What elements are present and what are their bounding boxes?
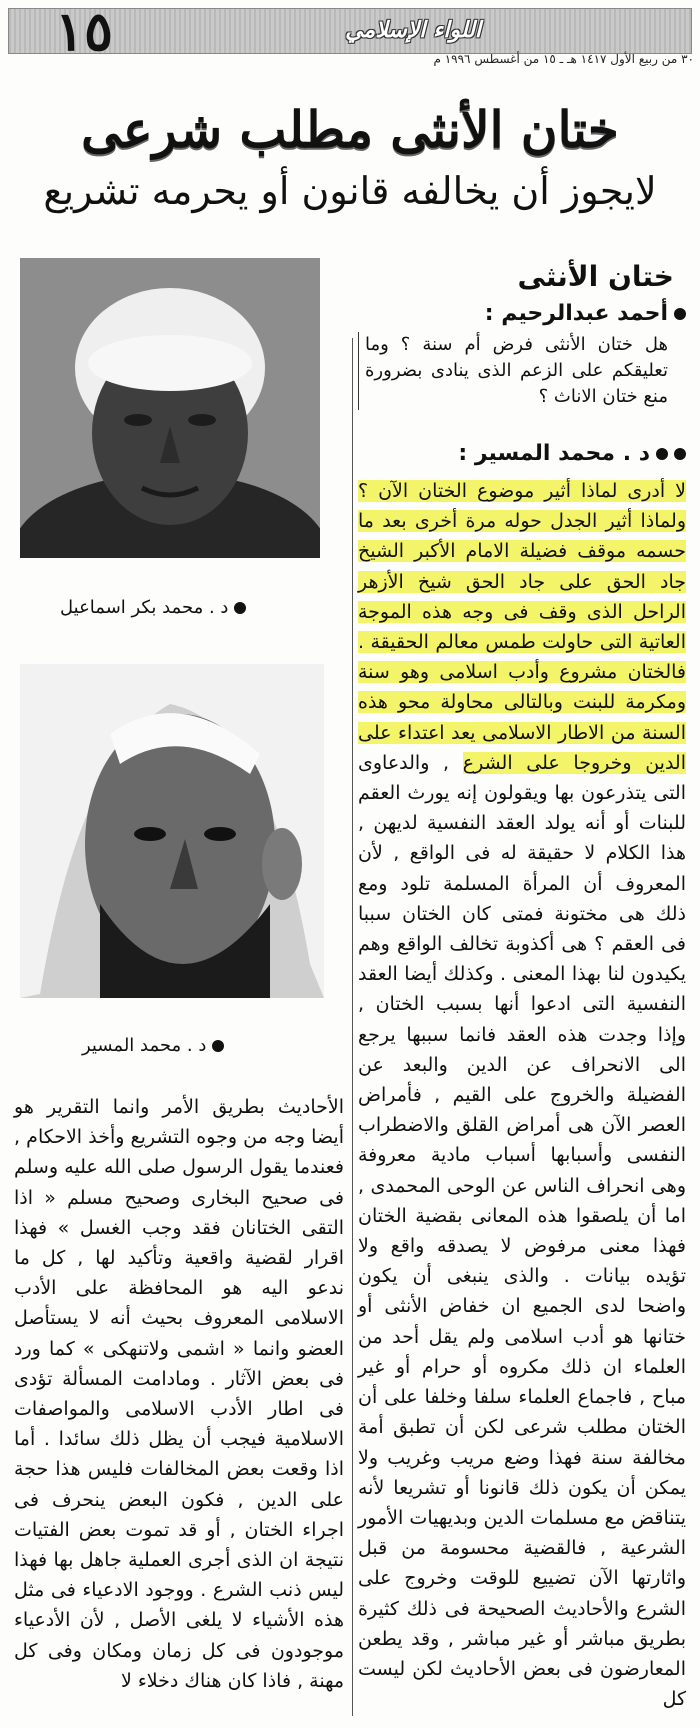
highlighted-passage: لا أدرى لماذا أثير موضوع الختان الآن ؟ ولماذا أثير الجدل حوله مرة أخرى بعد ما حسمه موقف فضيلة الامام الأكبر الشيخ جاد الحق على جاد الحق شيخ الأزهر الراحل الذى وقف فى وجه هذه الموجة العاتية التى حاولت طمس معالم الحقيقة . فالختان مشروع وأدب اسلامى وهو سنة ومكرمة للبنت وبالتالى محاولة محو هذه السنة من الاطار الاسلامى يعد اعتداء على الدين وخروجا على الشرع [358,480,687,774]
photo-caption-2: د . محمد المسير [82,1034,224,1058]
bullet-icon [656,448,668,460]
bullet-icon [212,1040,224,1052]
questioner-byline [358,300,686,328]
answerer-byline [358,440,686,468]
subheadline: لايجوز أن يخالفه قانون أو يحرمه تشريع [43,169,657,213]
column-divider [352,338,353,1716]
publication-name: اللواء الإسلامي [345,17,481,43]
answerer-name: د . محمد المسير : [458,441,650,466]
portrait-2-image [20,664,324,998]
portrait-photo-1 [20,258,320,558]
page-number: ١٥ [55,0,114,63]
question-box [358,332,686,410]
portrait-1-image [20,258,320,558]
headline: ختان الأنثى مطلب شرعى [81,100,619,159]
portrait-photo-2 [20,664,324,998]
answer-text [358,476,686,1714]
article-left-column [14,1092,344,1696]
article-right-column [358,260,686,1714]
topic-heading: ختان الأنثى [517,260,674,293]
answer-continued: , والدعاوى التى يتذرعون بها ويقولون إنه يورث العقم للبنات أو أنه يولد العقد النفسية لديهن , هذا الكلام لا حقيقة له فى الواقع , لأن المعروف أن المرأة المسلمة تلود ومع ذلك هى مختونة فمتى كان الختان سببا فى العقم ؟ هى أكذوبة تخالف الواقع وهم يكيدون لنا بهذا المعنى . وكذلك أيضا العقد النفسية التى ادعوا أنها بسبب الختان , وإذا وجدت هذه العقد فانما سببها يرجع الى الانحراف عن الدين والبعد عن الفضيلة والخروج على القيم , فأمراض العصر الآن هى أمراض القلق والاضطراب النفسى وأسبابها أسباب مادية معروفة وهى انحراف الناس عن الوحى المحمدى , اما أن يلصقوا هذه المعانى بقضية الختان فهذا معنى مرفوض لا يصدقه واقع ولا تؤيده بيانات . والذى ينبغى أن يكون واضحا لدى الجميع ان خفاض الأنثى أو ختانها هو أدب اسلامى ولم يقل أحد من العلماء ان ذلك مكروه أو حرام أو غير مباح , فاجماع العلماء سلفا وخلفا على أن الختان مطلب شرعى لكن أن تطبق أمة مخالفة سنة فهذا وضع مريب وغريب ولا يمكن أن يكون ذلك قانونا أو تشريعا لأنه يتناقض مع مسلمات الدين وبديهيات الأمور الشرعية , فالقضية محسومة من قبل واثارتها الآن تضييع للوقت وخروج على الشرع والأحاديث الصحيحة فى ذلك كثيرة بطريق مباشر أو غير مباشر , وقد يطعن المعارضون فى بعض الأحاديث لكن ليست كل [358,751,686,1711]
bullet-icon [674,308,686,320]
issue-date: ٣٠ من ربيع الأول ١٤١٧ هـ ـ ١٥ من أغسطس ١٩٩٦ م [433,52,694,66]
bullet-icon [674,448,686,460]
left-column-text: الأحاديث بطريق الأمر وانما التقرير هو أيضا وجه من وجوه التشريع وأخذ الاحكام , فعندما يقول الرسول صلى الله عليه وسلم فى صحيح البخارى وصحيح مسلم « اذا التقى الختانان فقد وجب الغسل » فهذا اقرار لقضية واقعية وتأكيد لها , كل ما ندعو اليه هو المحافظة على الأدب الاسلامى المعروف بحيث أنه لا يستأصل العضو وانما « اشمى ولاتنهكى » كما ورد فى بعض الآثار . ومادامت المسألة تؤدى فى اطار الأدب الاسلامى والمواصفات الاسلامية فيجب أن يظل ذلك سائدا . أما اذا وقعت بعض المخالفات فليس هذا حجة على الدين , فكون البعض ينحرف فى اجراء الختان , أو قد تموت بعض الفتيات نتيجة ان الذى أجرى العملية جاهل بها فهذا ليس ذنب الشرع . ووجود الادعياء فى مثل هذه الأشياء لا يلغى الأصل , لأن الأدعياء موجودون فى كل زمان ومكان وفى كل مهنة , فاذا كان هناك دخلاء لا [14,1096,344,1692]
questioner-name: أحمد عبدالرحيم : [484,301,668,326]
photo-caption-1: د . محمد بكر اسماعيل [60,596,246,620]
bullet-icon [234,602,246,614]
question-text: هل ختان الأنثى فرض أم سنة ؟ وما تعليقكم على الزعم الذى ينادى بضرورة منع ختان الاناث ؟ [365,334,668,407]
